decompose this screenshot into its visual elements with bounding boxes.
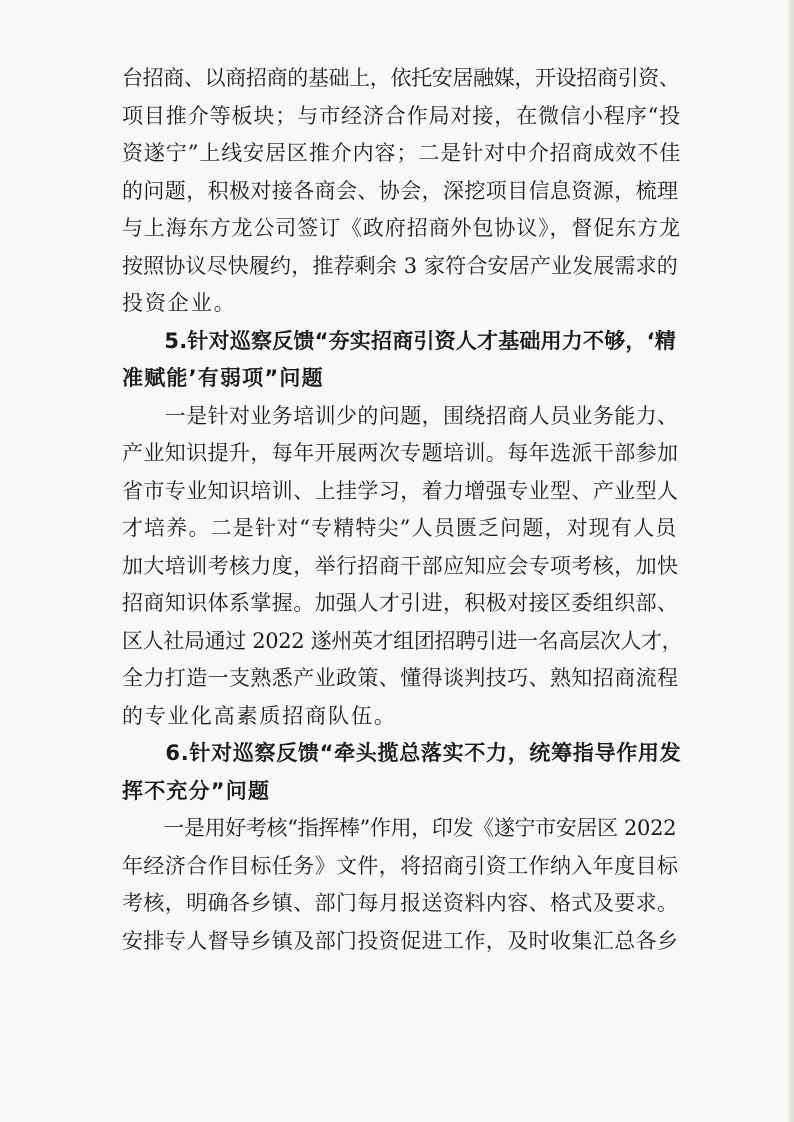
text-line: 加大培训考核力度，举行招商干部应知应会专项考核，加快 xyxy=(122,553,679,578)
text-line: 台招商、以商招商的基础上，依托安居融媒，开设招商引资、 xyxy=(122,66,680,90)
text-line: 产业知识提升，每年开展两次专题培训。每年选派干部参加 xyxy=(122,441,679,465)
heading-line: 准赋能’有弱项”问题 xyxy=(122,366,324,390)
paragraph-1 xyxy=(122,60,682,323)
text-line: 的专业化高素质招商队伍。 xyxy=(122,703,397,728)
text-line: 投资企业。 xyxy=(122,291,237,315)
text-line: 全力打造一支熟悉产业政策、懂得谈判技巧、熟知招商流程 xyxy=(122,666,679,690)
text-line: 才培养。二是针对“专精特尖”人员匮乏问题，对现有人员 xyxy=(122,516,678,540)
text-line: 一是针对业务培训少的问题，围绕招商人员业务能力、 xyxy=(122,403,679,428)
paragraph-2 xyxy=(122,398,682,736)
text-line: 的问题，积极对接各商会、协会，深挖项目信息资源，梳理 xyxy=(122,178,679,203)
text-line: 资遂宁”上线安居区推介内容；二是针对中介招商成效不佳 xyxy=(122,141,682,165)
document-body xyxy=(122,60,682,960)
text-line: 招商知识体系掌握。加强人才引进，积极对接区委组织部、 xyxy=(122,591,679,615)
text-line: 按照协议尽快履约，推荐剩余 3 家符合安居产业发展需求的 xyxy=(122,253,678,278)
heading-line: 挥不充分”问题 xyxy=(122,778,271,803)
text-line: 项目推介等板块；与市经济合作局对接，在微信小程序“投 xyxy=(122,103,682,128)
section-heading-5 xyxy=(122,323,682,398)
text-line: 与上海东方龙公司签订《政府招商外包协议》，督促东方龙 xyxy=(122,216,681,240)
text-line: 考核，明确各乡镇、部门每月报送资料内容、格式及要求。 xyxy=(122,891,679,915)
text-line: 一是用好考核“指挥棒”作用，印发《遂宁市安居区 2022 xyxy=(122,816,677,840)
heading-line: 6.针对巡察反馈“牵头揽总落实不力，统筹指导作用发 xyxy=(122,741,682,765)
text-line: 安排专人督导乡镇及部门投资促进工作，及时收集汇总各乡 xyxy=(122,928,679,953)
text-line: 省市专业知识培训、上挂学习，着力增强专业型、产业型人 xyxy=(122,478,679,503)
paragraph-3 xyxy=(122,810,682,960)
section-heading-6 xyxy=(122,735,682,810)
text-line: 区人社局通过 2022 遂州英才组团招聘引进一名高层次人才， xyxy=(122,628,683,653)
heading-line: 5.针对巡察反馈“夯实招商引资人才基础用力不够，‘精 xyxy=(122,328,676,353)
text-line: 年经济合作目标任务》文件，将招商引资工作纳入年度目标 xyxy=(122,853,679,878)
page-edge-shadow xyxy=(788,0,794,1122)
